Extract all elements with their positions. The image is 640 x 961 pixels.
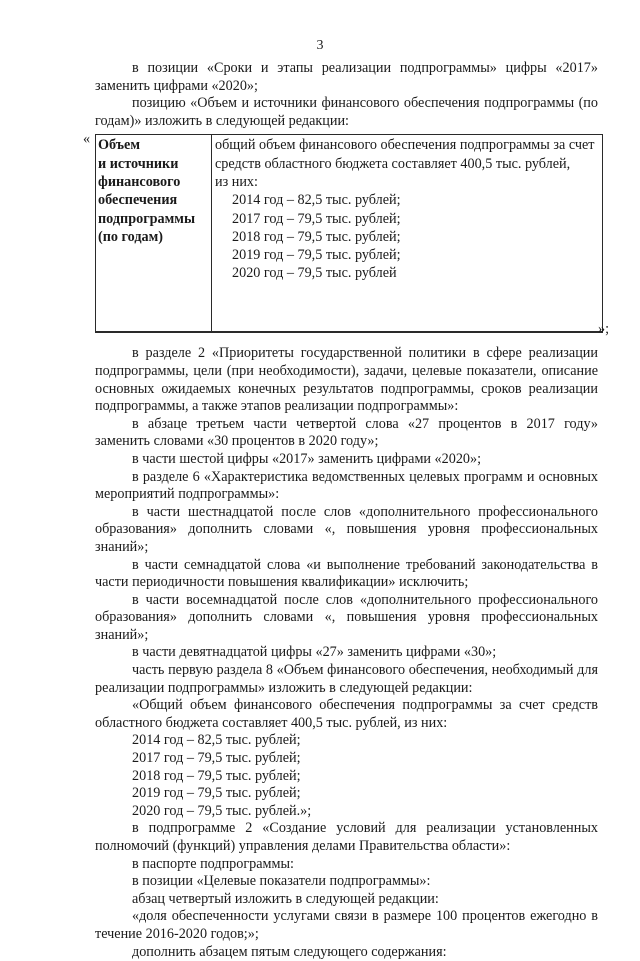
passport-value-cell [213,135,602,282]
close-quote: »; [598,321,610,338]
year-line: 2018 год – 79,5 тыс. рублей; [232,228,401,245]
label-line: Объем [98,137,141,154]
paragraph: «доля обеспеченности услугами связи в размере 100 процентов ежегодно в течение 2016-2020 годов;»; [95,908,598,942]
open-quote: « [83,131,91,148]
value-line: общий объем финансового обеспечения подпрограммы за счет [215,137,595,154]
passport-table-block [83,130,610,341]
paragraph: в части шестой цифры «2017» заменить цифрами «2020»; [132,450,482,467]
paragraph: в части шестнадцатой после слов «дополнительного профессионального образования» дополнить словами «, повышения уровня профессиональных знаний»; [95,503,598,555]
paragraph: «Общий объем финансового обеспечения подпрограммы за счет средств областного бюджета составляет 400,5 тыс. рублей, из них: [95,697,598,731]
document-body [83,60,610,961]
year-line: 2019 год – 79,5 тыс. рублей; [232,247,401,264]
paragraph: в паспорте подпрограммы: [132,855,294,872]
paragraph: в разделе 2 «Приоритеты государственной политики в сфере реализации подпрограммы, цели (при необходимости), задачи, целевые показатели, описание основных ожидаемых конечных результатов подпрограммы, сроков реализации подпрограммы, а также этапов реализации подпрограммы»: [95,345,598,415]
paragraph: абзац четвертый изложить в следующей редакции: [132,890,439,907]
label-line: и источники [98,155,179,172]
paragraph: в позиции «Сроки и этапы реализации подпрограммы» цифры «2017» заменить цифрами «2020»; [95,60,598,94]
label-line: обеспечения [98,192,178,209]
label-line: подпрограммы [98,210,196,227]
paragraph: часть первую раздела 8 «Объем финансового обеспечения, необходимый для реализации подпрограммы» изложить в следующей редакции: [95,662,598,696]
label-line: финансового [98,173,181,190]
paragraph: в части девятнадцатой цифры «27» заменить цифрами «30»; [132,644,497,661]
paragraph: в подпрограмме 2 «Создание условий для реализации установленных полномочий (функций) управления делами Правительства области»: [95,820,598,854]
label-line: (по годам) [98,228,163,245]
funding-year-line: 2014 год – 82,5 тыс. рублей; [132,732,301,749]
paragraph: в части семнадцатой слова «и выполнение требований законодательства в части периодичности повышения квалификации» исключить; [95,556,598,591]
funding-year-line: 2018 год – 79,5 тыс. рублей; [132,767,301,784]
paragraph: в абзаце третьем части четвертой слова «27 процентов в 2017 году» заменить словами «30 процентов в 2020 году»; [95,415,598,450]
paragraph: позицию «Объем и источники финансового обеспечения подпрограммы (по годам)» изложить в следующей редакции: [95,95,598,129]
funding-year-line: 2019 год – 79,5 тыс. рублей; [132,785,301,802]
paragraph: в позиции «Целевые показатели подпрограммы»: [132,873,431,890]
year-line: 2014 год – 82,5 тыс. рублей; [232,192,401,209]
funding-year-line: 2017 год – 79,5 тыс. рублей; [132,750,301,767]
value-line: из них: [215,173,258,190]
paragraph: в части восемнадцатой после слов «дополнительного профессионального образования» дополнить словами «, повышения уровня профессиональных знаний»; [95,591,598,643]
paragraph: в разделе 6 «Характеристика ведомственных целевых программ и основных мероприятий подпрограммы»: [95,468,598,503]
value-line: средств областного бюджета составляет 400,5 тыс. рублей, [215,155,571,172]
passport-table [95,134,603,332]
paragraph: дополнить абзацем пятым следующего содержания: [132,943,447,960]
table-underline [95,332,603,333]
year-line: 2020 год – 79,5 тыс. рублей [232,265,397,282]
page-number: 3 [316,38,324,53]
year-line: 2017 год – 79,5 тыс. рублей; [232,210,401,227]
funding-year-line: 2020 год – 79,5 тыс. рублей.»; [132,802,312,819]
passport-label-cell [96,135,212,331]
